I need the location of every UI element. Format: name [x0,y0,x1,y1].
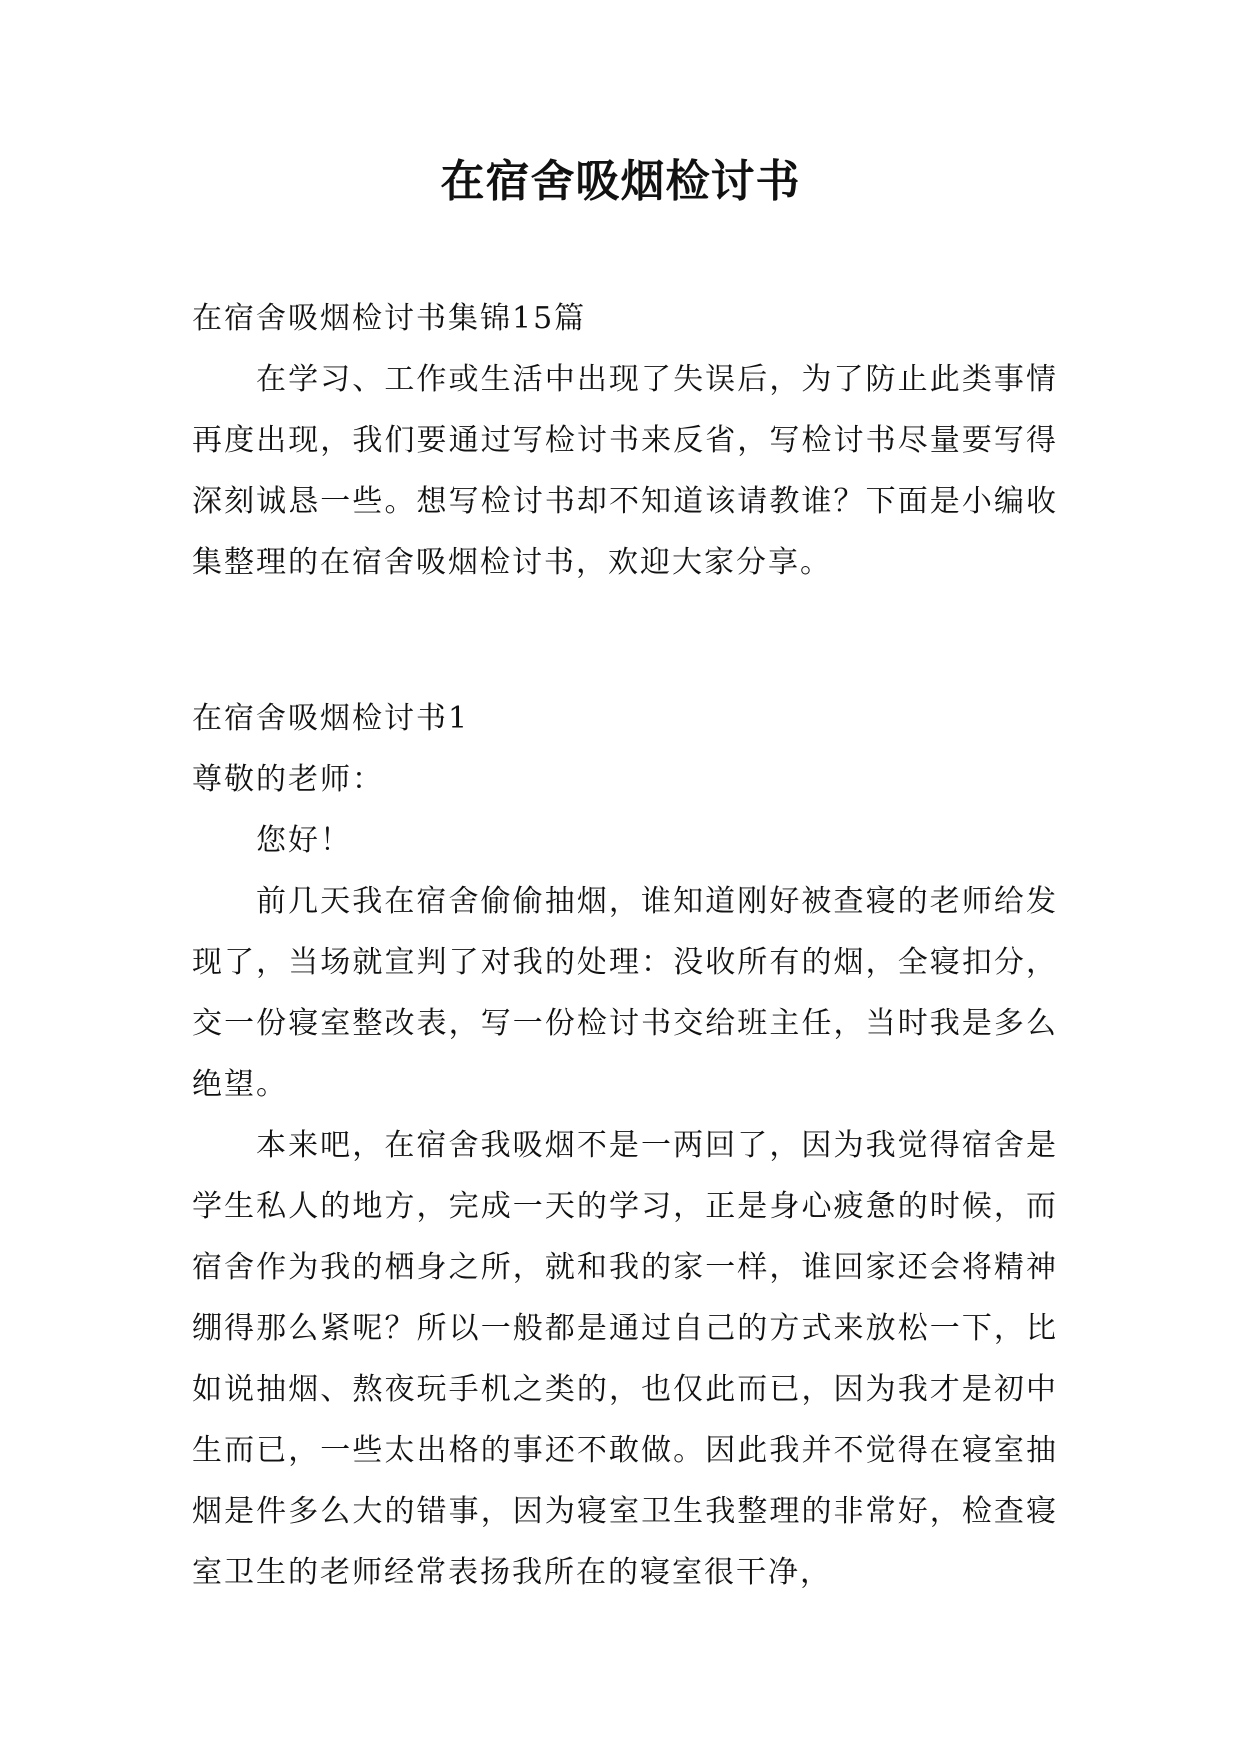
body-paragraph: 本来吧，在宿舍我吸烟不是一两回了，因为我觉得宿舍是学生私人的地方，完成一天的学习，正是身心疲惫的时候，而宿舍作为我的栖身之所，就和我的家一样，谁回家还会将精神绷得那么紧呢？所以一般都是通过自己的方式来放松一下，比如说抽烟、熬夜玩手机之类的，也仅此而已，因为我才是初中生而已，一些太出格的事还不敢做。因此我并不觉得在寝室抽烟是件多么大的错事，因为寝室卫生我整理的非常好，检查寝室卫生的老师经常表扬我所在的寝室很干净， [192,1128,1058,1590]
salutation: 尊敬的老师： [192,762,384,797]
collection-heading: 在宿舍吸烟检讨书集锦15篇 [192,301,587,336]
greeting: 您好！ [256,823,352,858]
intro-paragraph: 在学习、工作或生活中出现了失误后，为了防止此类事情再度出现，我们要通过写检讨书来反省，写检讨书尽量要写得深刻诚恳一些。想写检讨书却不知道该请教谁？下面是小编收集整理的在宿舍吸烟检讨书，欢迎大家分享。 [192,362,1058,580]
section-heading: 在宿舍吸烟检讨书1 [192,701,470,736]
document-title: 在宿舍吸烟检讨书 [440,156,801,207]
section-1 [192,688,1058,1603]
body-paragraph: 前几天我在宿舍偷偷抽烟，谁知道刚好被查寝的老师给发现了，当场就宣判了对我的处理：没收所有的烟，全寝扣分，交一份寝室整改表，写一份检讨书交给班主任，当时我是多么绝望。 [192,884,1058,1102]
intro-block [192,288,1058,593]
